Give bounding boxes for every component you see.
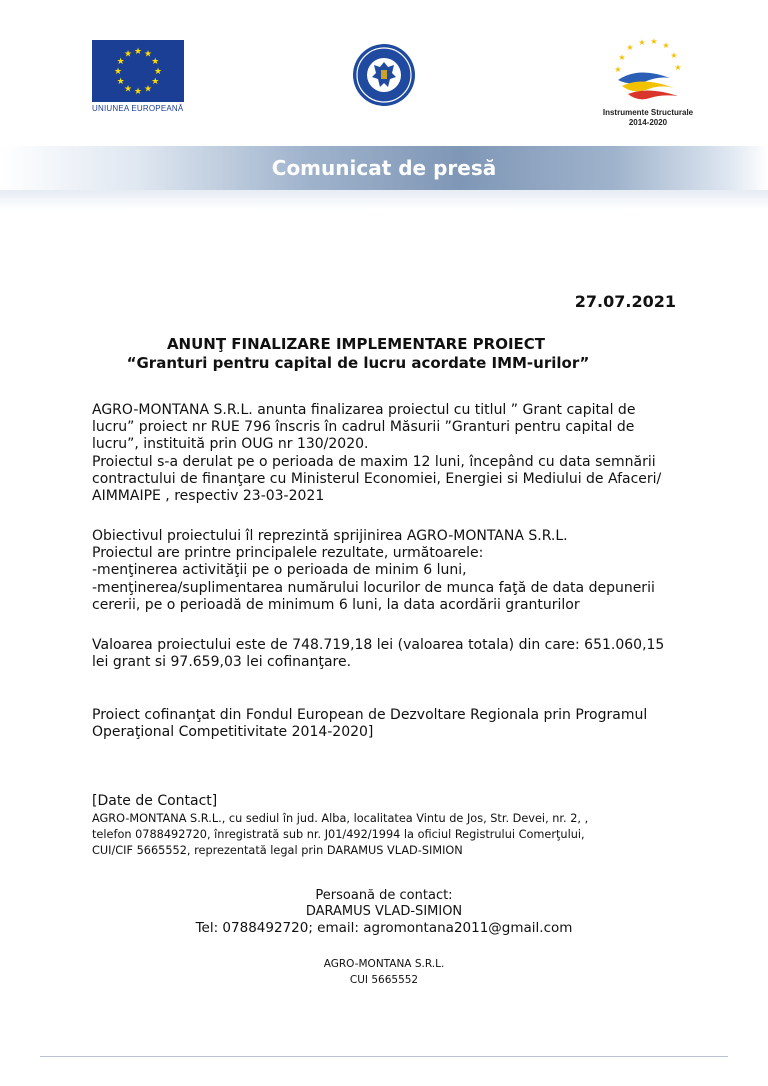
svg-text:★: ★: [670, 51, 678, 60]
banner-shadow: [0, 190, 768, 210]
svg-text:★: ★: [116, 57, 125, 67]
eu-flag-logo: [92, 40, 184, 102]
paragraph-cofinancing: Proiect cofinanţat din Fondul European de Dezvoltare Regionala prin Programul Operaţional Competitivitate 2014-2020]: [92, 707, 648, 741]
svg-text:★: ★: [674, 63, 682, 72]
announcement-title: ANUNŢ FINALIZARE IMPLEMENTARE PROIECT: [166, 335, 546, 353]
svg-text:★: ★: [614, 65, 622, 74]
svg-text:★: ★: [153, 67, 163, 77]
is-caption-line2: 2014-2020: [628, 118, 668, 127]
svg-text:★: ★: [123, 84, 133, 95]
svg-text:★: ★: [113, 67, 123, 77]
svg-text:★: ★: [116, 77, 125, 87]
svg-text:★: ★: [143, 84, 153, 95]
government-seal-logo: [352, 43, 416, 107]
svg-text:★: ★: [133, 87, 143, 97]
svg-text:★: ★: [143, 49, 153, 60]
svg-text:★: ★: [638, 38, 646, 47]
svg-text:★: ★: [662, 41, 670, 50]
company-cui: CUI 5665552: [349, 974, 419, 986]
contact-phone-email: Tel: 0788492720; email: agromontana2011@gmail.com: [195, 920, 573, 936]
svg-text:★: ★: [618, 53, 626, 62]
document-date: 27.07.2021: [574, 292, 676, 311]
svg-text:★: ★: [151, 77, 160, 87]
contact-details: AGRO-MONTANA S.R.L., cu sediul în jud. Alba, localitatea Vintu de Jos, Str. Devei, nr. 2, , telefon 0788492720, înregistrată sub nr. J01/492/1994 la oficiul Registrului Comerţului, CUI/CIF 5665552, reprezentată legal prin DARAMUS VLAD-SIMION: [92, 812, 589, 857]
banner-title: Comunicat de presă: [271, 156, 497, 180]
footer-divider: [40, 1056, 728, 1057]
svg-text:★: ★: [133, 47, 143, 57]
contact-person-label: Persoană de contact:: [315, 888, 453, 903]
svg-text:★: ★: [123, 49, 133, 60]
is-caption-line1: Instrumente Structurale: [602, 108, 694, 117]
svg-text:★: ★: [151, 57, 160, 67]
svg-text:★: ★: [626, 43, 634, 52]
contact-heading: [Date de Contact]: [92, 793, 218, 809]
structural-instruments-logo: [608, 36, 688, 106]
eu-caption: UNIUNEA EUROPEANĂ: [92, 104, 184, 113]
paragraph-project-completion: AGRO-MONTANA S.R.L. anunta finalizarea proiectul cu titlul ” Grant capital de lucru” proiect nr RUE 796 înscris în cadrul Măsurii ”Granturi pentru capital de lucru”, instituită prin OUG nr 130/2020. Proiectul s-a derulat pe o perioada de maxim 12 luni, începând cu data semnării contractului de finanţare cu Ministerul Economiei, Energiei si Mediului de Afaceri/ AIMMAIPE , respectiv 23-03-2021: [92, 402, 662, 505]
structural-instruments-caption: [592, 108, 704, 128]
project-title: “Granturi pentru capital de lucru acordate IMM-urilor”: [126, 354, 590, 372]
paragraph-project-value: Valoarea proiectului este de 748.719,18 lei (valoarea totala) din care: 651.060,15 lei grant si 97.659,03 lei cofinanţare.: [92, 637, 665, 671]
contact-person-name: DARAMUS VLAD-SIMION: [305, 904, 463, 919]
company-name: AGRO-MONTANA S.R.L.: [323, 958, 445, 970]
svg-text:★: ★: [650, 37, 658, 46]
paragraph-objectives: Obiectivul proiectului îl reprezintă sprijinirea AGRO-MONTANA S.R.L. Proiectul are printre principalele rezultate, următoarele: -menţinerea activităţii pe o perioada de minim 6 luni, -menţinerea/suplimentarea numărului locurilor de munca faţă de data depunerii cererii, pe o perioadă de minimum 6 luni, la data acordării granturilor: [92, 528, 655, 613]
